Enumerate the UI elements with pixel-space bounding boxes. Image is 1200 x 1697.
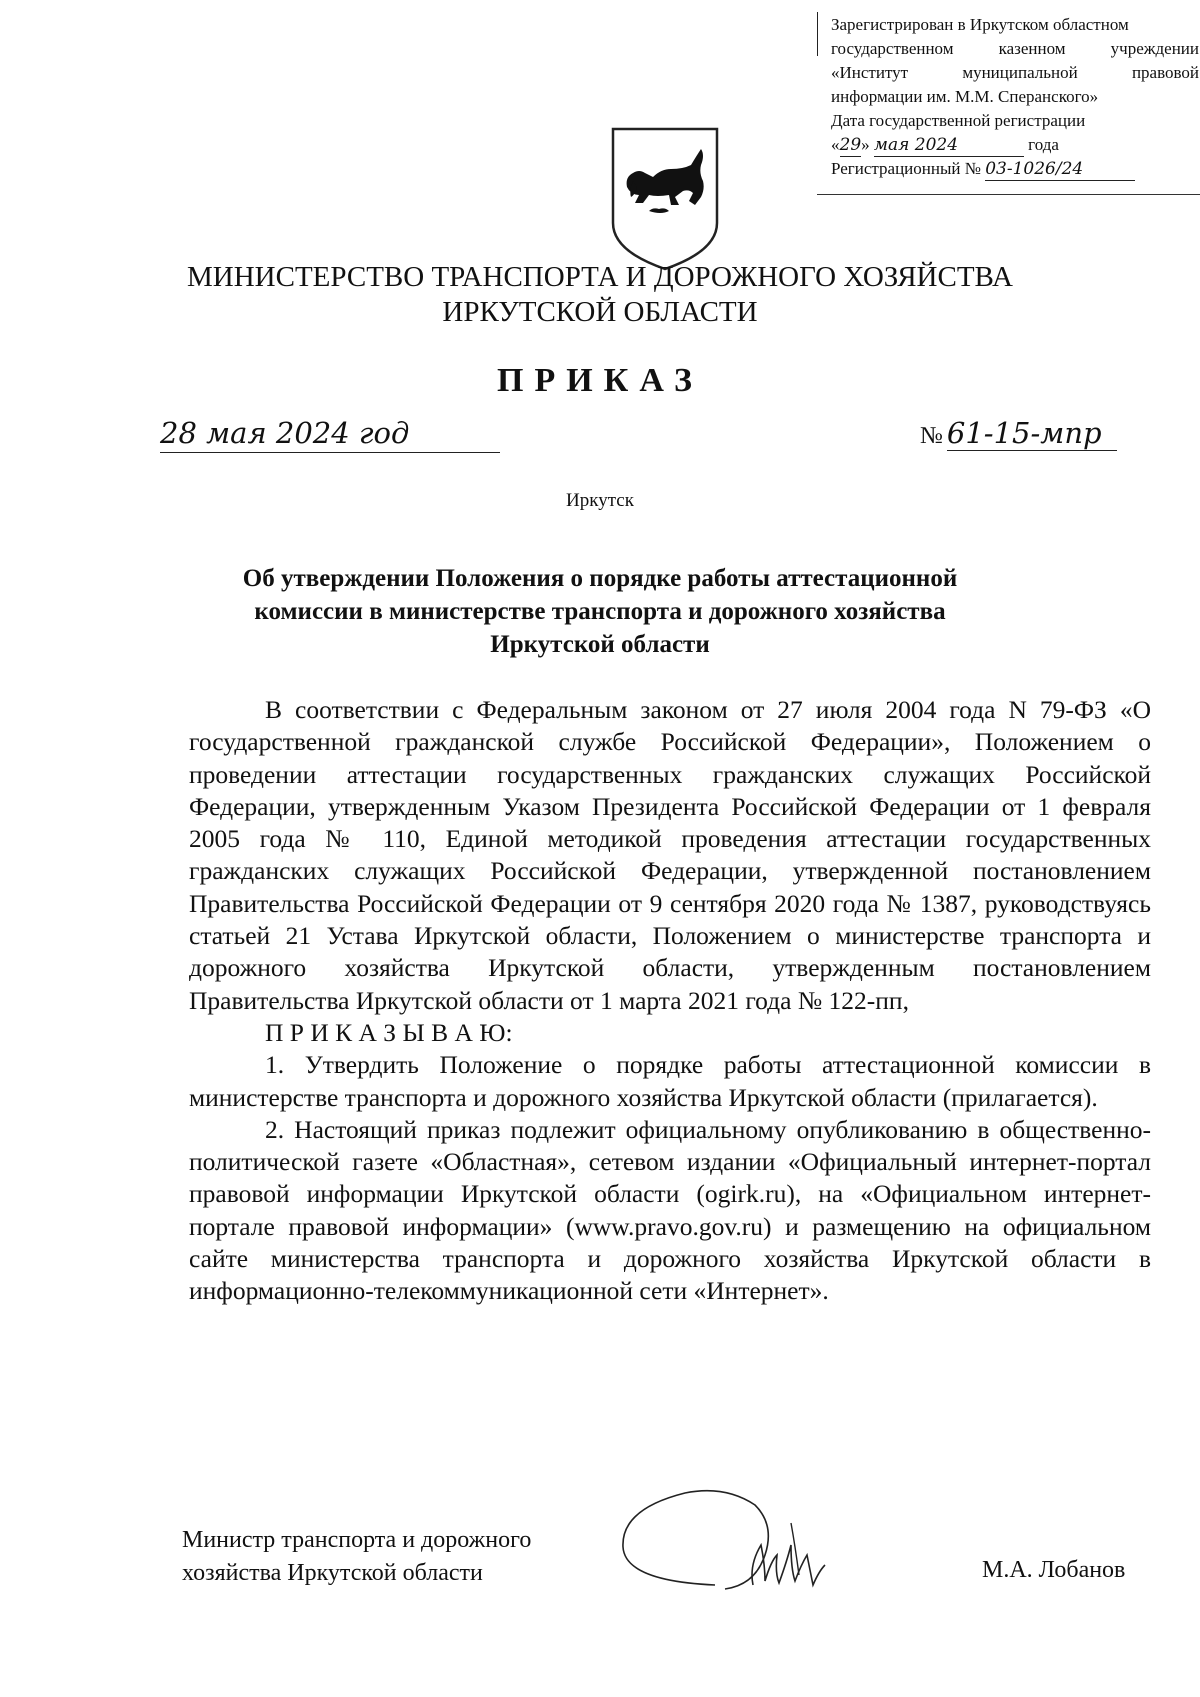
order-word: П Р И К А З Ы В А Ю: — [265, 1017, 513, 1047]
stamp-line-1: Зарегистрирован в Иркутском областном — [831, 15, 1129, 34]
signatory-position — [182, 1524, 531, 1590]
stamp-date-line: «29» мая 2024 года — [831, 135, 1059, 155]
signatory-position-line-1: Министр транспорта и дорожного — [182, 1527, 532, 1553]
stamp-date-day: 29 — [839, 135, 862, 155]
ministry-name-line-1: МИНИСТЕРСТВО ТРАНСПОРТА И ДОРОЖНОГО ХОЗЯЙСТВА — [186, 261, 1014, 293]
number-sign: № — [920, 423, 943, 449]
stamp-reg-label: Регистрационный № — [831, 159, 981, 178]
order-item-1: 1. Утвердить Положение о порядке работы аттестационной комиссии в министерстве транспорта и дорожного хозяйства Иркутской области (прилагается). — [189, 1050, 1151, 1112]
stamp-border-left — [817, 12, 818, 56]
signatory-name: М.А. Лобанов — [982, 1557, 1126, 1583]
registration-stamp — [817, 8, 1200, 204]
stamp-line-3: «Институт муниципальной правовой — [831, 63, 1199, 82]
order-item-2: 2. Настоящий приказ подлежит официальному опубликованию в общественно-политической газете «Областная», сетевом издании «Официальный интернет-портал правовой информации Иркутской области (ogirk.ru), на «Официальном интернет-портале правовой информации» (www.pravo.gov.ru) и размещению на официальном сайте министерства транспорта и дорожного хозяйства Иркутской области в информационно-телекоммуникационной сети «Интернет». — [189, 1114, 1151, 1306]
document-number — [920, 416, 1117, 451]
stamp-reg-number: 03-1026/24 — [985, 158, 1135, 181]
title-line-2: комиссии в министерстве транспорта и дорожного хозяйства — [254, 598, 946, 625]
document-type: ПРИКАЗ — [497, 362, 703, 399]
ministry-name-line-2: ИРКУТСКОЙ ОБЛАСТИ — [442, 296, 758, 328]
stamp-date-month: мая 2024 — [874, 134, 1024, 157]
signatory-position-line-2: хозяйства Иркутской области — [182, 1560, 483, 1586]
document-number-value: 61-15-мпр — [947, 416, 1117, 451]
stamp-line-2: государственном казенном учреждении — [831, 39, 1199, 58]
title-line-1: Об утверждении Положения о порядке работы аттестационной — [242, 565, 958, 592]
document-body — [189, 694, 1151, 1308]
stamp-border-bottom — [817, 194, 1200, 195]
coat-of-arms-icon — [609, 125, 721, 273]
title-line-3: Иркутской области — [490, 631, 710, 658]
document-date: 28 мая 2024 год — [160, 416, 500, 453]
handwritten-signature — [615, 1485, 900, 1600]
document-title — [180, 562, 1020, 661]
stamp-line-5: Дата государственной регистрации — [831, 111, 1086, 130]
stamp-line-4: информации им. М.М. Сперанского» — [831, 87, 1099, 106]
stamp-date-suffix: года — [1028, 135, 1059, 154]
stamp-reg-line — [831, 158, 1135, 181]
preamble-paragraph: В соответствии с Федеральным законом от 27 июля 2004 года N 79-ФЗ «О государственной гражданской службе Российской Федерации», Положением о проведении аттестации государственных гражданских служащих Российской Федерации, утвержденным Указом Президента Российской Федерации от 1 февраля 2005 года № 110, Единой методикой проведения аттестации государственных гражданских служащих Российской Федерации, утвержденной постановлением Правительства Российской Федерации от 9 сентября 2020 года № 1387, руководствуясь статьей 21 Устава Иркутской области, Положением о министерстве транспорта и дорожного хозяйства Иркутской области, утвержденным постановлением Правительства Иркутской области от 1 марта 2021 года № 122-пп, — [189, 695, 1151, 1015]
city: Иркутск — [566, 490, 634, 511]
